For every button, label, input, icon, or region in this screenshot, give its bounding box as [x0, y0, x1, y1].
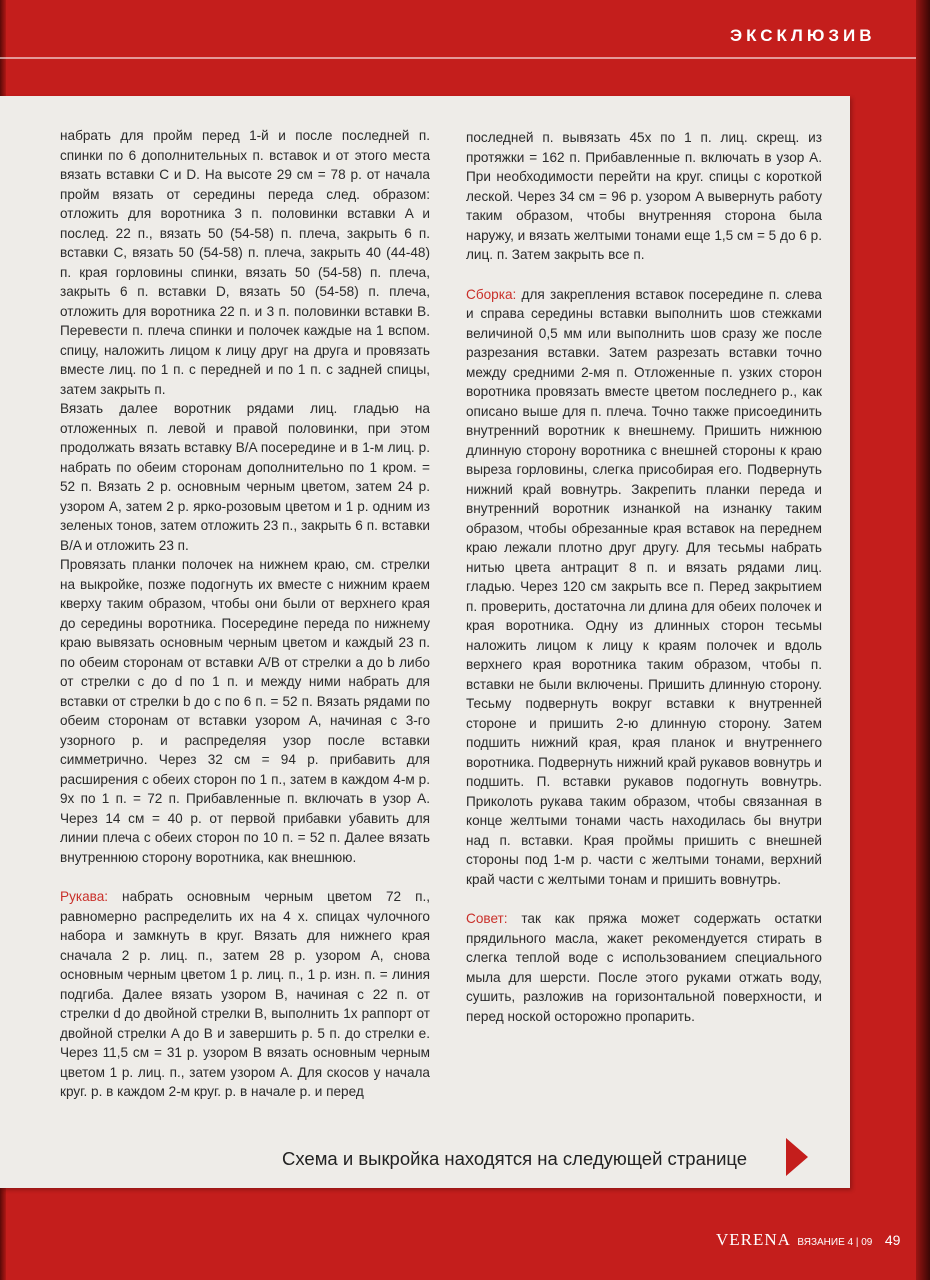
page-footer — [716, 1230, 900, 1250]
left-column — [60, 126, 430, 1102]
section-heading-assembly: Сборка: — [466, 286, 517, 302]
paragraph: последней п. вывязать 45х по 1 п. лиц. скрещ. из протяжки = 162 п. Прибавленные п. включать в узор A. При необходимости перейти на круг. спицы с короткой леской. Через 34 см = 96 р. узором A вывернуть работу таким образом, чтобы внутренняя сторона была наружу, и вязать желтыми тонами еще 1,5 см = 5 до 6 р. лиц. п. Затем закрыть все п. — [466, 130, 822, 262]
section-label: ЭКСКЛЮЗИВ — [730, 26, 876, 45]
paragraph-text: для закрепления вставок посередине п. слева и справа середины вставки выполнить шов стежками величиной 0,5 мм или выполнить шов сразу же после разрезания вставки. Затем разрезать вставки точно между средними 2-мя п. Отложенные п. узких сторон воротника провязать вместе цветом последнего р., как описано выше для п. плеча. Точно также присоединить внутренний воротник к внешнему. Пришить нижнюю длинную сторону воротника с внешней стороны к краю выреза горловины, слегка присобирая его. Подвернуть нижний край вовнутрь. Закрепить планки переда и внутренний воротник изнанкой на изнанку таким образом, чтобы обрезанные края вставок на переднем краю лежали плотно друг другу. Для тесьмы набрать нитью цвета антрацит 8 п. и вязать рядами лиц. гладью. Через 120 см закрыть все п. Перед закрытием п. проверить, достаточна ли длина для обеих полочек и края воротника. Одну из длинных сторон тесьмы наложить лицом к лицу к краям полочек и вдоль верхнего края воротника таким образом, чтобы п. вставки не были включены. Пришить длинную сторону. Тесьму подвернуть вокруг вставки к внутренней стороне и пришить 2-ю длинную сторону. Затем подшить нижний края, края планок и внутреннего воротника. Подвернуть нижний край рукавов вовнутрь и подшить. П. вставки рукавов подогнуть вовнутрь. Приколоть рукава таким образом, чтобы связанная в конце желтыми тонами часть находилась бы внутри над п. вставки. Края проймы пришить с внешней стороны под 1-м р. части с желтыми тонами, верхний край части с желтыми тонам и пришить вовнутрь. — [466, 286, 822, 887]
paragraph: Провязать планки полочек на нижнем краю, см. стрелки на выкройке, позже подогнуть их вместе с нижним краем кверху таким образом, чтобы они были от верхнего края до середины воротника. Посередине переда по нижнему краю вывязать основным черным цветом и каждый 23 п. по обеим сторонам от вставки A/B от стрелки a до b либо от стрелки c до d по 1 п. и между ними набрать для вставки от стрелки b до c по 6 п. = 52 п. Вязать рядами по обеим сторонам от вставки узором A, начиная с 3-го узорного р. и распределяя узор после вставки симметрично. Через 32 см = 94 р. прибавить для расширения с обеих сторон по 1 п., затем в каждом 4-м р. 9х по 1 п. = 72 п. Прибавленные п. включать в узор A. Через 14 см = 40 р. от первой прибавки убавить для линии плеча с обеих сторон по 10 п. = 52 п. Далее вязать внутреннюю сторону воротника, как внешнюю. — [60, 557, 430, 865]
paragraph-tip — [466, 909, 822, 1026]
content-panel — [0, 96, 850, 1188]
page-number: 49 — [884, 1232, 901, 1248]
section-heading-tip: Совет: — [466, 911, 508, 926]
section-heading-sleeves: Рукава: — [60, 889, 109, 904]
paragraph-sleeves — [60, 887, 430, 1102]
paragraph-assembly — [466, 285, 822, 890]
page-right-edge — [916, 0, 930, 1280]
paragraph-text: так как пряжа может содержать остатки прядильного масла, жакет рекомендуется стирать в слегка теплой воде с использованием специального мыла для шерсти. После этого руками отжать воду, сушить, разложив на горизонтальной поверхности, и перед ноской осторожно пропарить. — [466, 911, 822, 1024]
right-column — [466, 128, 822, 1026]
continuation-note: Схема и выкройка находятся на следующей странице — [282, 1148, 748, 1169]
paragraph-text: набрать основным черным цветом 72 п., равномерно распределить их на 4 х. спицах чулочного набора и замкнуть в круг. Вязать для нижнего края сначала 2 р. лиц. п., затем 28 р. узором A, снова основным черным цветом 1 р. лиц. п., 1 р. изн. п. = линия подгиба. Далее вязать узором B, начиная с 22 п. от стрелки d до двойной стрелки B, выполнить 1х раппорт от двойной стрелки A до B и завершить р. 5 п. до стрелки e. Через 11,5 см = 31 р. узором B вязать основным черным цветом 1 р. лиц. п., затем узором A. Для скосов у начала круг. р. в каждом 2-м круг. р. в начале р. и перед — [60, 889, 430, 1099]
paragraph: Вязать далее воротник рядами лиц. гладью на отложенных п. левой и правой половинки, при этом продолжать вязать вставку B/A посередине и в 1-м лиц. р. набрать по обеим сторонам дополнительно по 1 кром. = 52 п. Вязать 2 р. основным черным цветом, затем 24 р. узором A, затем 2 р. ярко-розовым цветом и 1 р. одним из зеленых тонов, затем отложить 23 п., закрыть 6 п. вставки B/A и отложить 23 п. — [60, 401, 430, 553]
magazine-logo: VERENA — [716, 1230, 791, 1249]
arrow-right-icon — [786, 1138, 808, 1176]
header-divider — [0, 57, 916, 59]
issue-label: ВЯЗАНИЕ 4 | 09 — [797, 1237, 873, 1248]
paragraph: набрать для пройм перед 1-й и после последней п. спинки по 6 дополнительных п. вставок и от этого места вязать вставки C и D. На высоте 29 см = 78 р. от начала пройм вязать от середины переда след. образом: отложить для воротника 3 п. половинки вставки A и послед. 22 п., вязать 50 (54-58) п. плеча, закрыть 6 п. вставки C, вязать 50 (54-58) п. плеча, закрыть 40 (44-48) п. края горловины спинки, вязать 50 (54-58) п. плеча, закрыть 6 п. вставки D, вязать 50 (54-58) п. плеча, отложить для воротника 22 п. и 3 п. половинки вставки B. Перевести п. плеча спинки и полочек каждые на 1 вспом. спицу, наложить лицом к лицу друг на друга и провязать вместе лиц. по 1 п. с передней и по 1 п. с задней спицы, затем закрыть п. — [60, 128, 430, 397]
